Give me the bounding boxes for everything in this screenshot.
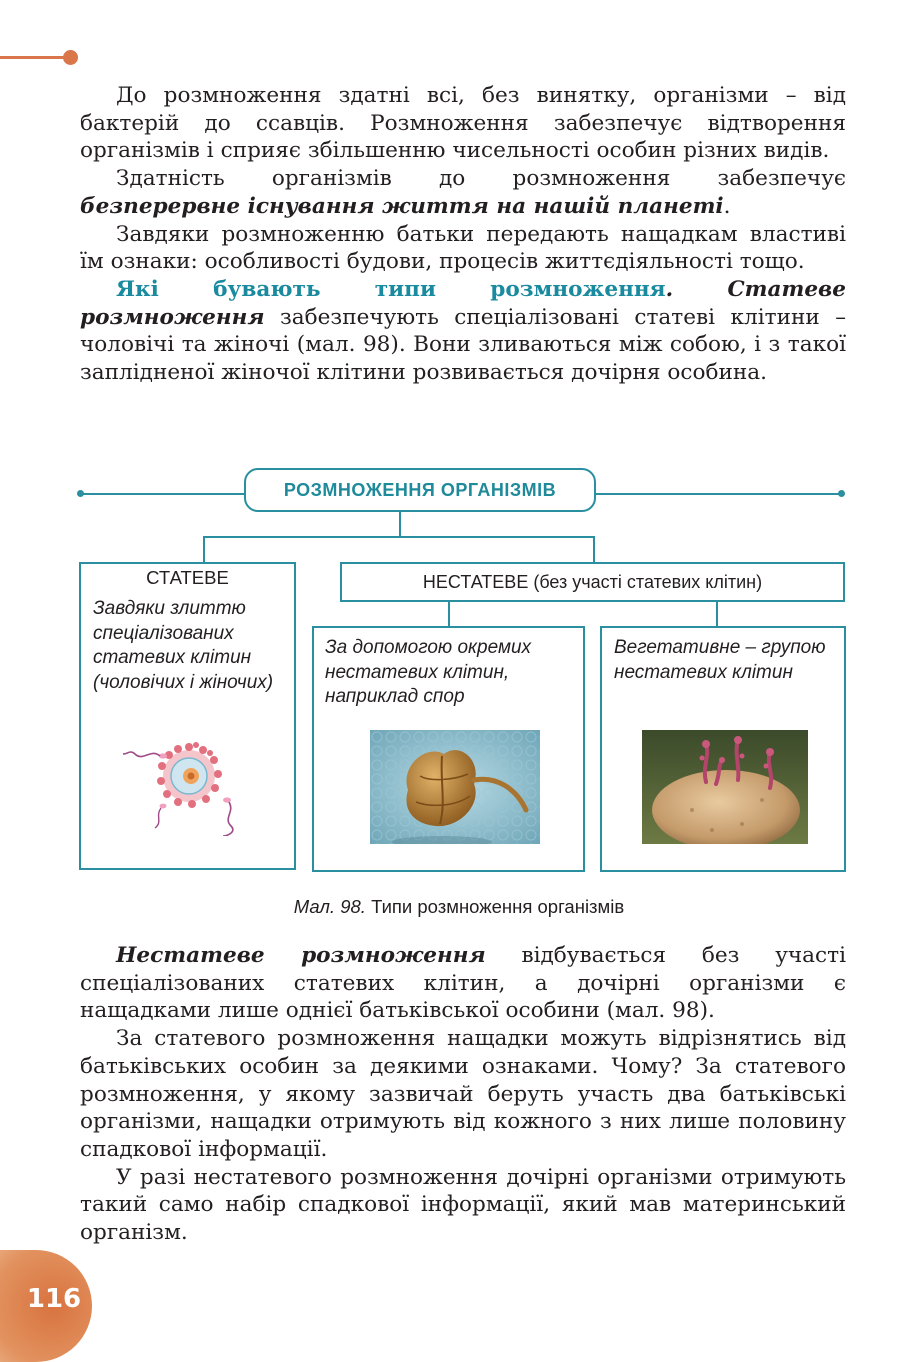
connector-branch <box>203 536 595 538</box>
connector-to-asexual <box>593 536 595 562</box>
paragraph-4 <box>80 276 846 387</box>
egg-and-sperm-illustration <box>123 736 263 836</box>
paragraph-2-end: . <box>723 193 731 219</box>
paragraph-4-end: забезпечують спеціалізовані статеві клітини – чоловічі та жіночі (мал. 98). Вони зливаються між собою, і з такої заплідненої жіночої клітини розвивається дочірня особина. <box>80 304 846 386</box>
paragraph-2-emphasis: безперервне існування життя на нашій планеті <box>80 193 724 219</box>
connector-to-spores <box>448 601 450 627</box>
asexual-label: НЕСТАТЕВЕ (без участі статевих клітин) <box>422 572 763 592</box>
line-end-dot-right <box>838 490 845 497</box>
diagram-title: РОЗМНОЖЕННЯ ОРГАНІЗМІВ <box>244 468 596 512</box>
title-line-left <box>80 493 246 495</box>
paragraph-1: До розмноження здатні всі, без винятку, організми – від бактерій до ссавців. Розмноження забезпечує відтворення організмів і сприяє збільшенню чисельності особин різних видів. <box>80 83 846 164</box>
question-dot: . <box>665 276 728 302</box>
intro-text <box>80 82 846 387</box>
figure-label: Мал. 98. <box>293 896 366 917</box>
spores-box <box>312 626 585 872</box>
connector-title-down <box>399 512 401 537</box>
top-accent-dot <box>63 50 78 65</box>
connector-to-vegetative <box>716 601 718 627</box>
sexual-box <box>79 562 296 870</box>
sexual-label: СТАТЕВЕ <box>146 567 229 588</box>
potato-photo <box>642 730 808 844</box>
top-accent-line <box>0 56 70 59</box>
spores-description: За допомогою окремих нестатевих клітин, наприклад спор <box>325 637 532 707</box>
paragraph-5 <box>80 942 846 1025</box>
figure-title: Типи розмноження організмів <box>365 896 625 917</box>
continued-text <box>80 942 846 1247</box>
sexual-description: Завдяки злиттю спеціалізованих статевих клітин (чоловічих і жіночих) <box>93 598 274 693</box>
vegetative-box <box>600 626 846 872</box>
question-heading: Які бувають типи розмноження <box>116 276 666 302</box>
sexual-reproduction-term: Статеве розмноження <box>80 276 846 330</box>
asexual-reproduction-term: Нестатеве розмноження <box>116 943 486 968</box>
asexual-box <box>340 562 845 602</box>
paragraph-5-end: відбувається без участі спеціалізованих статевих клітин, а дочірні організми є нащадками лише однієї батьківської особини (мал. 98). <box>80 943 847 1024</box>
figure-caption <box>0 896 918 918</box>
paragraph-2-start: Здатність організмів до розмноження забезпечує <box>116 166 846 192</box>
paragraph-6: За статевого розмноження нащадки можуть відрізнятись від батьківських особин за деякими ознаками. Чому? За статевого розмноження, у якому зазвичай беруть участь два батьківські організми, нащадки отримують від кожного з них лише половину спадкової інформації. <box>80 1026 846 1162</box>
page-number: 116 <box>26 1284 82 1314</box>
paragraph-3: Завдяки розмноженню батьки передають нащадкам властиві їм ознаки: особливості будови, процесів життєдіяльності тощо. <box>80 221 846 275</box>
paragraph-2 <box>80 165 846 220</box>
title-line-right <box>594 493 842 495</box>
spore-photo <box>370 730 540 844</box>
line-end-dot-left <box>77 490 84 497</box>
vegetative-description: Вегетативне – групою нестатевих клітин <box>614 637 826 683</box>
connector-to-sexual <box>203 536 205 563</box>
paragraph-7: У разі нестатевого розмноження дочірні організми отримують такий само набір спадкової інформації, який мав материнський організм. <box>80 1164 846 1246</box>
